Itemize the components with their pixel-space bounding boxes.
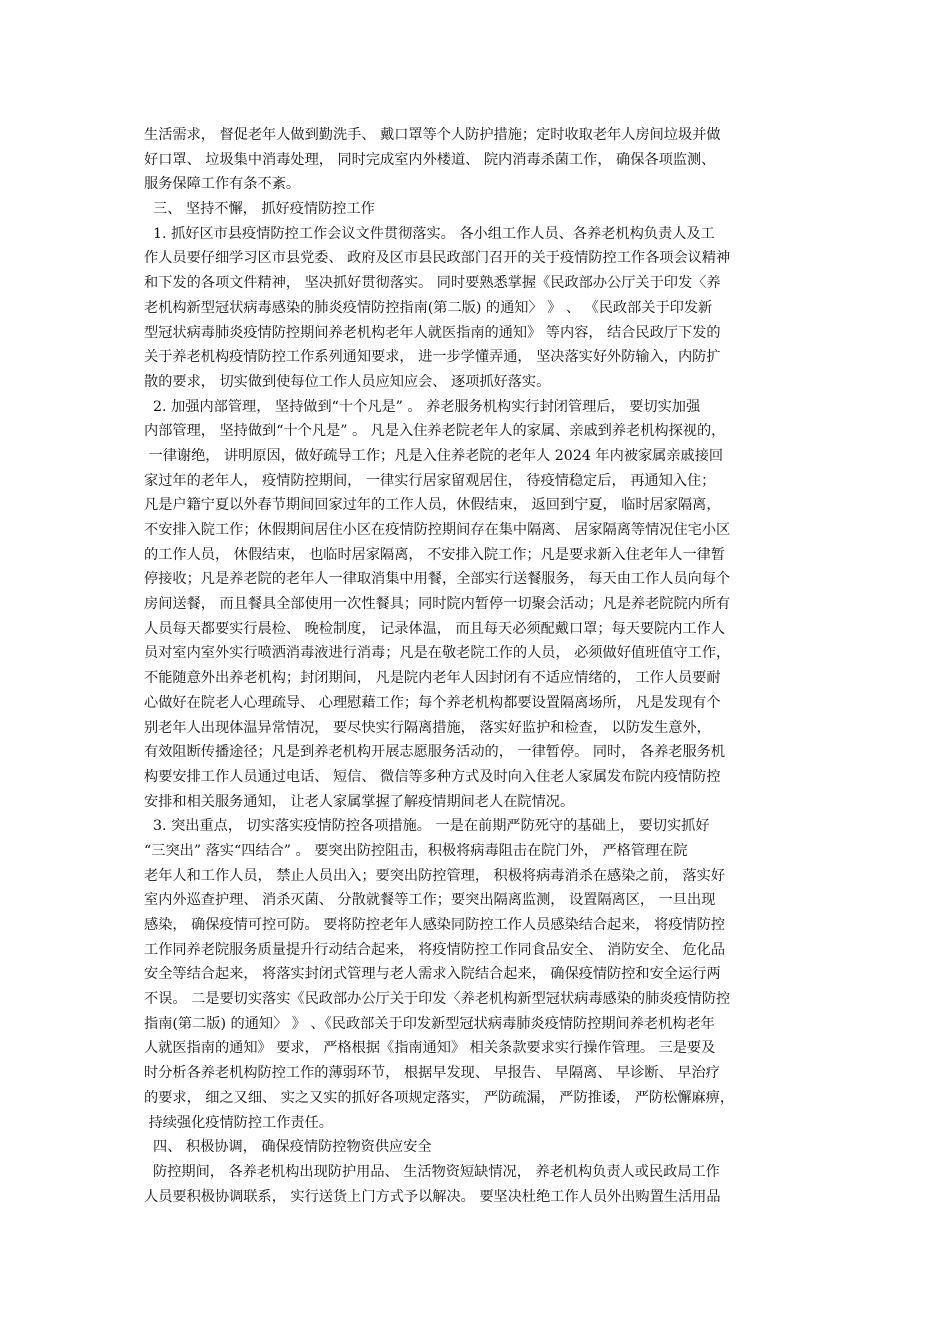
text-line: 构要安排工作人员通过电话、 短信、 微信等多种方式及时向入住老人家属发布院内疫情防控 bbox=[144, 768, 721, 785]
text-line: 不安排入院工作；休假期间居住小区在疫情防控期间存在集中隔离、 居家隔离等情况住宅小区 bbox=[144, 522, 731, 538]
text-line: 三、 坚持不懈， 抓好疫情防控工作 bbox=[144, 201, 375, 218]
text-line: 3. 突出重点， 切实落实疫情防控各项措施。 一是在前期严防死守的基础上， 要切实抓好 bbox=[144, 818, 710, 835]
text-line: 凡是户籍宁夏以外春节期间回家过年的工作人员，休假结束， 返回到宁夏， 临时居家隔离， bbox=[144, 497, 721, 514]
text-line: 员对室内室外实行喷洒消毒液进行消毒；凡是在敬老院工作的人员， 必须做好值班值守工作， bbox=[144, 645, 731, 662]
text-line: 室内外巡查护理、 消杀灭菌、 分散就餐等工作；要突出隔离监测， 设置隔离区， 一旦出现 bbox=[144, 892, 716, 909]
text-line: 心做好在院老人心理疏导、 心理慰藉工作；每个养老机构都要设置隔离场所， 凡是发现有个 bbox=[144, 694, 721, 711]
text-line: 房间送餐， 而且餐具全部使用一次性餐具；同时院内暂停一切聚会活动；凡是养老院院内所有 bbox=[144, 596, 731, 613]
text-line: 和下发的各项文件精神， 坚决抓好贯彻落实。 同时要熟悉掌握《民政部办公厅关于印发〈养 bbox=[144, 275, 721, 292]
text-line: 指南(第二版) 的通知〉 》 、《民政部关于印发新型冠状病毒肺炎疫情防控期间养老机构老年 bbox=[144, 1015, 715, 1032]
text-line: 不误。 二是要切实落实《民政部办公厅关于印发〈养老机构新型冠状病毒感染的肺炎疫情防控 bbox=[144, 991, 731, 1008]
text-line: 工作同养老院服务质量提升行动结合起来， 将疫情防控工作同食品安全、 消防安全、 危化品 bbox=[144, 941, 726, 958]
text-line: 散的要求， 切实做到使每位工作人员应知应会、 逐项抓好落实。 bbox=[144, 373, 551, 390]
text-line: 人员要积极协调联系， 实行送货上门方式予以解决。 要坚决杜绝工作人员外出购置生活用品 bbox=[144, 1188, 721, 1205]
text-line: 一律谢绝， 讲明原因，做好疏导工作；凡是入住养老院的老年人 2024 年内被家属亲戚接回 bbox=[144, 447, 724, 464]
text-line: 1. 抓好区市县疫情防控工作会议文件贯彻落实。 各小组工作人员、各养老机构负责人及工 bbox=[144, 225, 715, 242]
text-line: 四、 积极协调， 确保疫情防控物资供应安全 bbox=[144, 1139, 432, 1156]
document-body bbox=[144, 123, 824, 1209]
text-line: 不能随意外出养老机构；封闭期间， 凡是院内老年人因封闭有不适应情绪的， 工作人员要耐 bbox=[144, 670, 721, 687]
text-line: 时分析各养老机构防控工作的薄弱环节， 根据早发现、 早报告、 早隔离、 早诊断、 早治疗 bbox=[144, 1065, 720, 1082]
text-line: 家过年的老年人， 疫情防控期间， 一律实行居家留观居住， 待疫情稳定后， 再通知入住； bbox=[144, 472, 716, 489]
text-line: 防控期间， 各养老机构出现防护用品、 生活物资短缺情况， 养老机构负责人或民政局工作 bbox=[144, 1163, 720, 1180]
text-line: 生活需求， 督促老年人做到勤洗手、 戴口罩等个人防护措施；定时收取老年人房间垃圾并做 bbox=[144, 127, 721, 143]
text-line: 关于养老机构疫情防控工作系列通知要求， 进一步学懂弄通， 坚决落实好外防输入，内防扩 bbox=[144, 349, 721, 366]
text-line: 人员每天都要实行晨检、 晚检制度， 记录体温， 而且每天必须配戴口罩；每天要院内工作人 bbox=[144, 620, 726, 637]
text-line: 别老年人出现体温异常情况， 要尽快实行隔离措施， 落实好监护和检查， 以防发生意外， bbox=[144, 719, 711, 736]
text-line: 感染， 确保疫情可控可防。 要将防控老年人感染同防控工作人员感染结合起来， 将疫情防控 bbox=[144, 917, 726, 933]
text-line: “三突出” 落实“四结合” 。 要突出防控阻击，积极将病毒阻击在院门外， 严格管理在院 bbox=[144, 842, 688, 859]
text-line: 人就医指南的通知》 要求， 严格根据《指南通知》 相关条款要求实行操作管理。 三是要及 bbox=[144, 1040, 716, 1057]
text-line: 老年人和工作人员， 禁止人员出入；要突出防控管理， 积极将病毒消杀在感染之前， 落实好 bbox=[144, 867, 726, 884]
text-line: 的要求， 细之又细、 实之又实的抓好各项规定落实， 严防疏漏， 严防推诿， 严防松懈麻痹， bbox=[144, 1089, 735, 1106]
text-line: 的工作人员， 休假结束， 也临时居家隔离， 不安排入院工作；凡是要求新入住老年人一律暂 bbox=[144, 546, 726, 563]
text-line: 安全等结合起来， 将落实封闭式管理与老人需求入院结合起来， 确保疫情防控和安全运行两 bbox=[144, 966, 721, 983]
text-line: 2. 加强内部管理， 坚持做到“十个凡是” 。 养老服务机构实行封闭管理后， 要切实加强 bbox=[144, 398, 701, 415]
text-line: 停接收；凡是养老院的老年人一律取消集中用餐，全部实行送餐服务， 每天由工作人员向每个 bbox=[144, 571, 731, 588]
text-line: 型冠状病毒肺炎疫情防控期间养老机构老年人就医指南的通知》 等内容， 结合民政厅下发的 bbox=[144, 324, 721, 341]
text-line: 服务保障工作有条不紊。 bbox=[144, 176, 301, 193]
text-line: 持续强化疫情防控工作责任。 bbox=[144, 1114, 333, 1131]
text-line: 有效阻断传播途径；凡是到养老机构开展志愿服务活动的， 一律暂停。 同时， 各养老服务机 bbox=[144, 744, 726, 761]
text-line: 作人员要仔细学习区市县党委、 政府及区市县民政部门召开的关于疫情防控工作各项会议精神 bbox=[144, 250, 731, 267]
text-line: 老机构新型冠状病毒感染的肺炎疫情防控指南(第二版) 的通知〉 》 、 《民政部关于印发新 bbox=[144, 299, 713, 316]
text-line: 好口罩、 垃圾集中消毒处理， 同时完成室内外楼道、 院内消毒杀菌工作， 确保各项监测、 bbox=[144, 151, 716, 168]
text-line: 安排和相关服务通知， 让老人家属掌握了解疫情期间老人在院情况。 bbox=[144, 793, 575, 810]
text-line: 内部管理， 坚持做到“十个凡是” 。 凡是入住养老院老年人的家属、亲戚到养老机构探视的， bbox=[144, 423, 726, 440]
